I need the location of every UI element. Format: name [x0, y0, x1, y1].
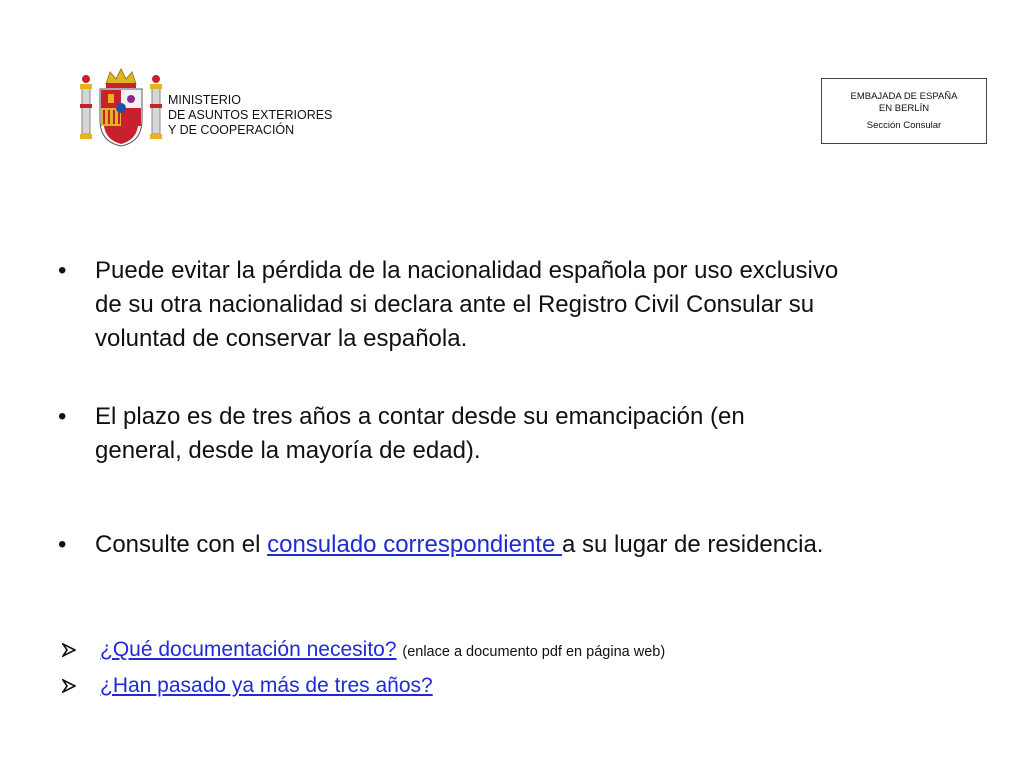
ministry-line: DE ASUNTOS EXTERIORES — [168, 108, 333, 122]
ministry-line: MINISTERIO — [168, 93, 241, 107]
bullet-line: general, desde la mayoría de edad). — [95, 437, 481, 464]
bullet-text: a su lugar de residencia. — [561, 531, 824, 558]
bullet-mark: • — [58, 257, 67, 284]
arrow-bullet-icon — [62, 679, 76, 693]
bullet-text: Consulte con el — [95, 531, 268, 558]
documentation-link[interactable]: ¿Qué documentación necesito? — [100, 638, 397, 661]
bullet-line: Puede evitar la pérdida de la nacionalidad española por uso exclusivo — [95, 257, 839, 284]
consulate-link[interactable]: consulado correspondiente — [267, 531, 562, 558]
bullet-mark: • — [58, 531, 67, 558]
coat-of-arms-icon — [80, 66, 162, 148]
ministry-header — [80, 66, 380, 150]
arrow-bullet-icon — [62, 643, 76, 657]
bullet-line: de su otra nacionalidad si declara ante el Registro Civil Consular su — [95, 291, 815, 318]
embassy-line2: EN BERLÍN — [878, 103, 930, 114]
bullet-line: El plazo es de tres años a contar desde su emancipación (en — [95, 403, 745, 430]
embassy-section: Sección Consular — [866, 120, 942, 131]
bullet-line: voluntad de conservar la española. — [95, 325, 468, 352]
bullet-mark: • — [58, 403, 67, 430]
ministry-name — [168, 93, 332, 138]
embassy-box — [821, 78, 987, 144]
ministry-line: Y DE COOPERACIÓN — [168, 123, 295, 137]
documentation-note: (enlace a documento pdf en página web) — [402, 644, 666, 660]
three-years-link[interactable]: ¿Han pasado ya más de tres años? — [100, 674, 433, 697]
embassy-line1: EMBAJADA DE ESPAÑA — [850, 91, 958, 102]
